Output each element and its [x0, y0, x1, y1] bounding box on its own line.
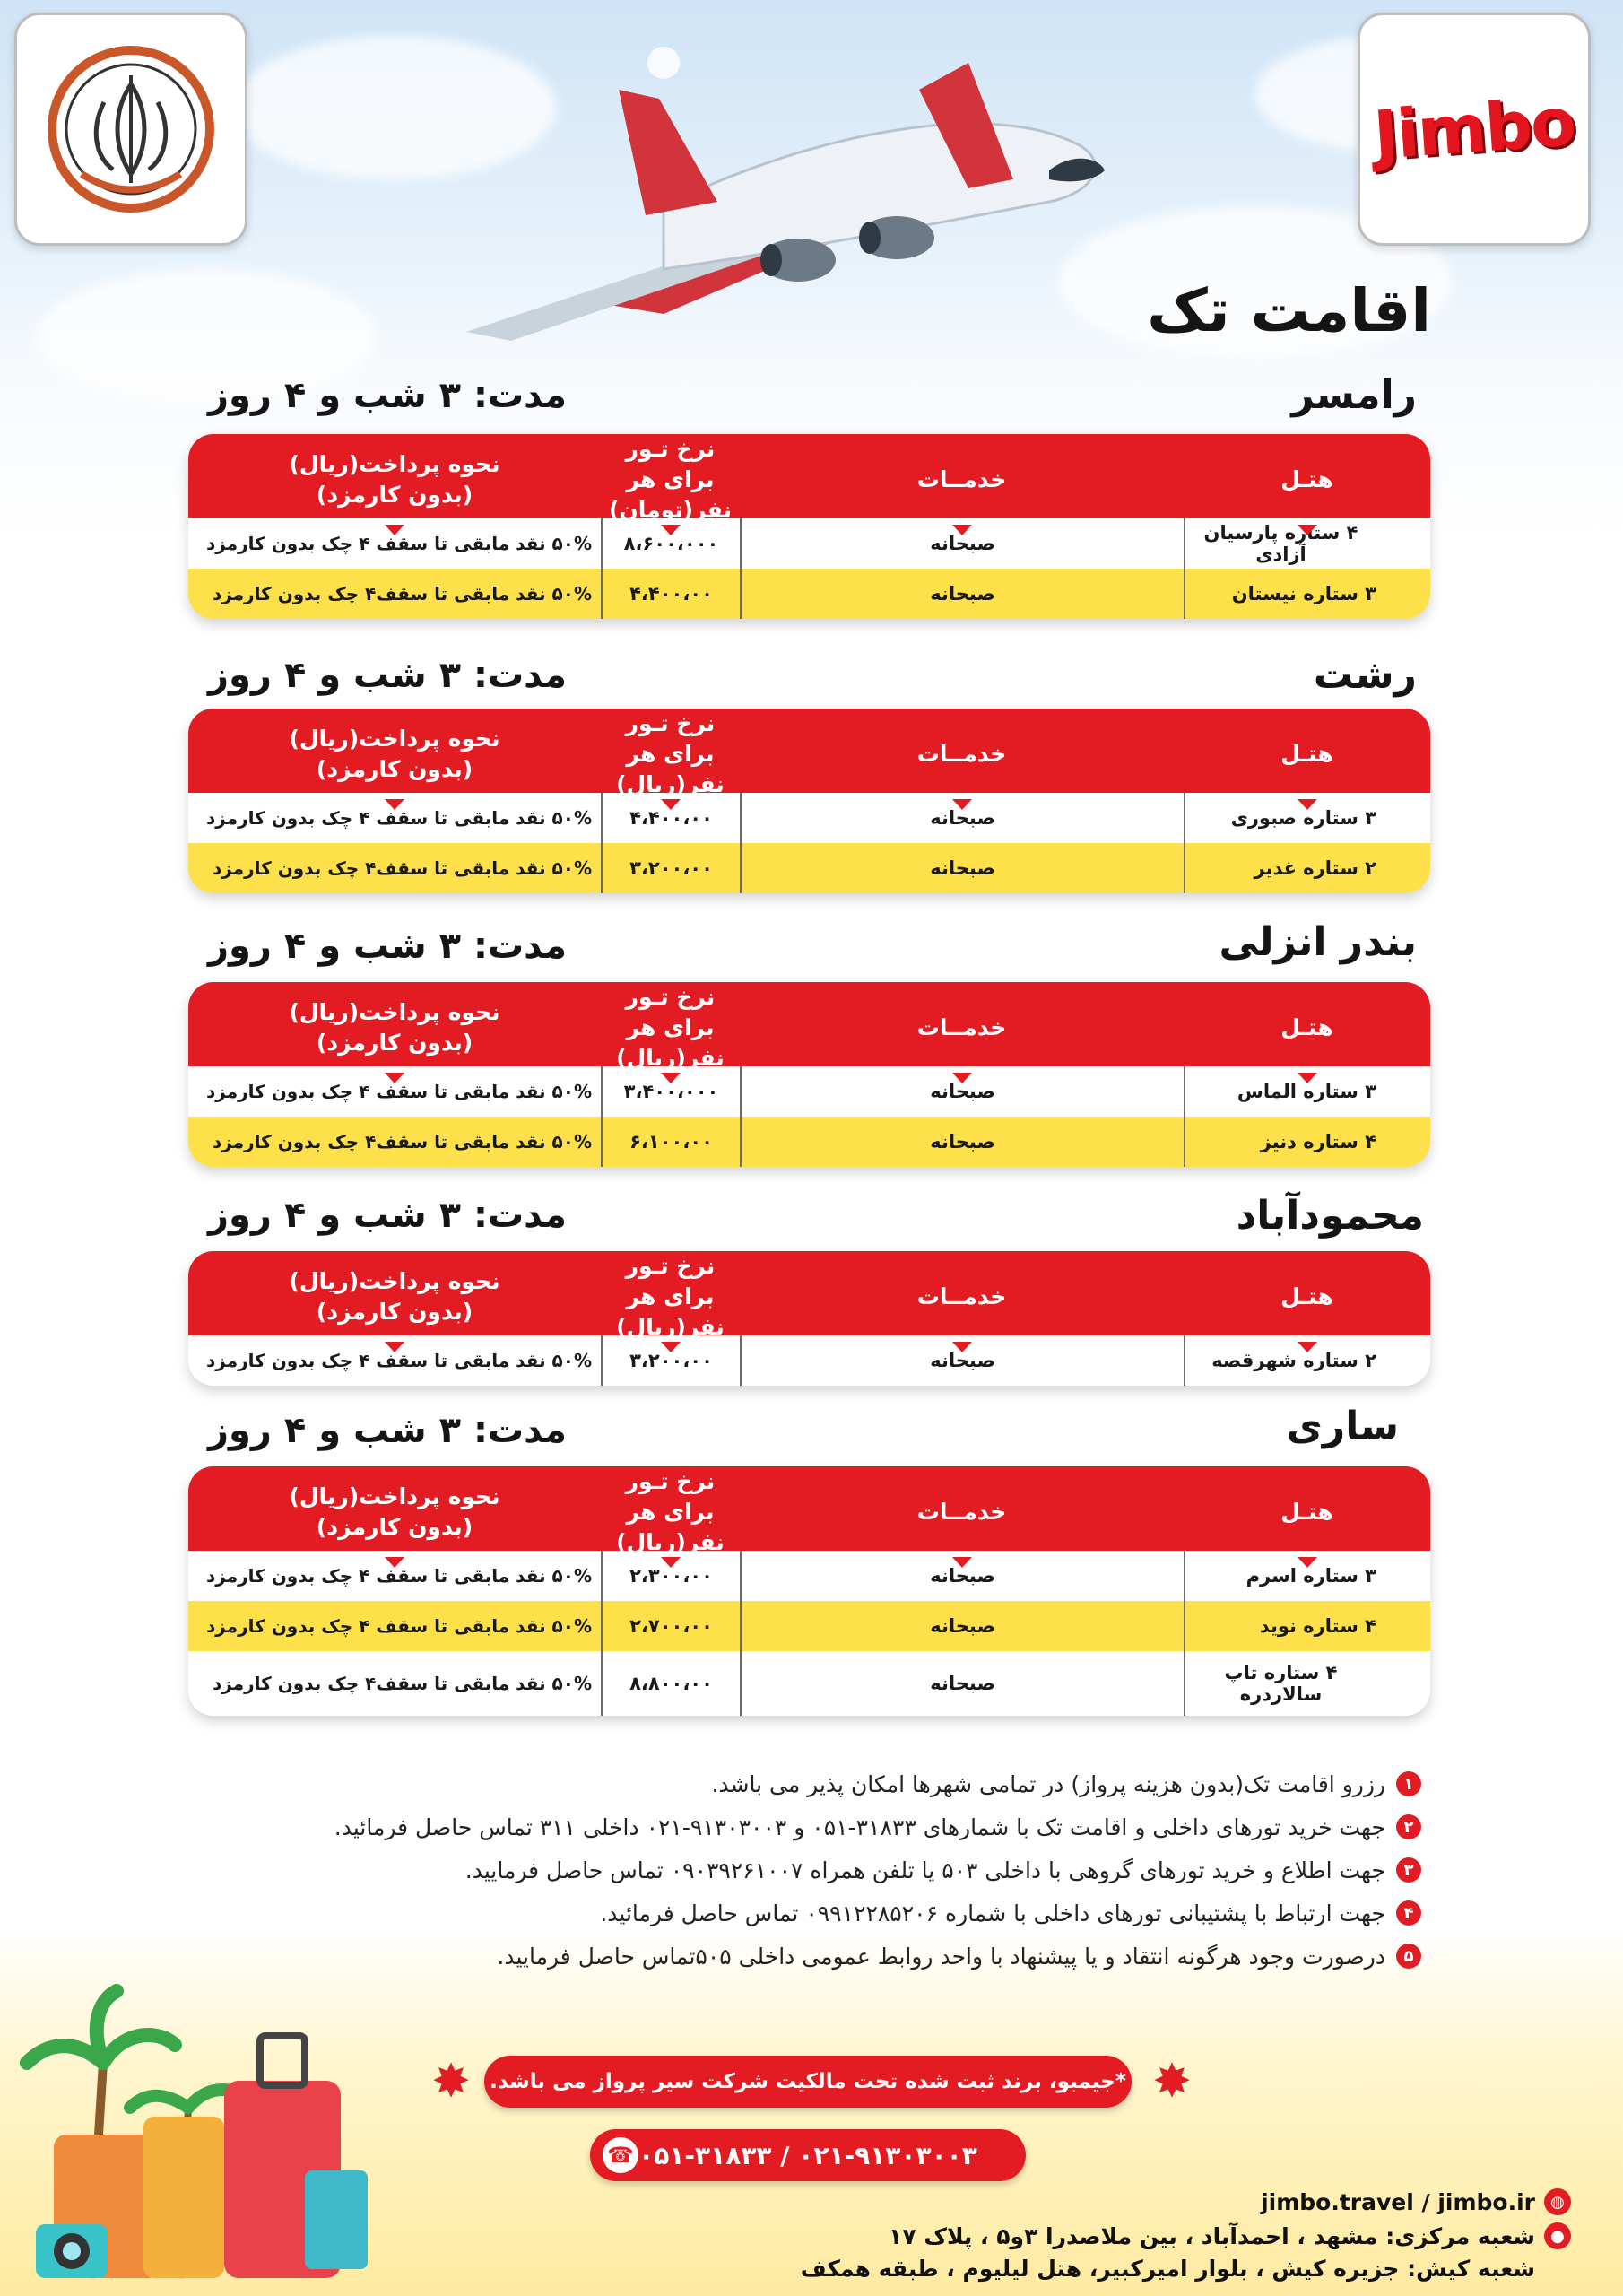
duration-label: مدت: ۳ شب و ۴ روز — [208, 1195, 568, 1236]
column-header-services: خدمــات — [740, 434, 1184, 526]
cell-payment: ۵۰% نقد مابقی تا سقف ۴ چک بدون کارمزد — [206, 533, 592, 554]
website-text: jimbo.travel / jimbo.ir — [1261, 2188, 1535, 2215]
cell-services: صبحانه — [740, 1066, 1184, 1117]
table-row — [188, 1335, 1430, 1386]
column-header-services: خدمــات — [740, 982, 1184, 1074]
table-header — [188, 1251, 1430, 1340]
column-header-price: نرخ تـور برای هر نفر(تومان) — [601, 434, 740, 526]
address-kish-line — [801, 2255, 1571, 2282]
cell-payment: ۵۰% نقد مابقی تا سقف ۴ چک بدون کارمزد — [206, 1615, 592, 1637]
cell-hotel: ۲ ستاره غدیر — [1184, 843, 1430, 893]
location-pin-icon: ● — [1544, 2222, 1571, 2249]
column-header-price: نرخ تـور برای هر نفر(ریال) — [601, 1251, 740, 1343]
cell-payment: ۵۰% نقد مابقی تا سقف۴ چک بدون کارمزد — [212, 1131, 592, 1152]
cell-services: صبحانه — [740, 1117, 1184, 1167]
phone-numbers-pill[interactable] — [590, 2129, 1026, 2181]
travel-luggage-illustration — [18, 1955, 395, 2287]
column-header-price: نرخ تـور برای هر نفر(ریال) — [601, 982, 740, 1074]
city-title: بندر انزلی — [1219, 919, 1417, 965]
cell-services: صبحانه — [740, 569, 1184, 619]
address-main: شعبه مرکزی: مشهد ، احمدآباد ، بین ملاصدرا ۳و۵ ، پلاک ۱۷ — [889, 2222, 1535, 2249]
table-row — [188, 1066, 1430, 1117]
duration-label: مدت: ۳ شب و ۴ روز — [208, 655, 568, 696]
globe-icon: ◍ — [1544, 2188, 1571, 2215]
column-header-payment: نحوه پرداخت(ریال) (بدون کارمزد) — [188, 1466, 601, 1558]
cell-hotel: ۳ ستاره الماس — [1184, 1066, 1430, 1117]
table-header — [188, 709, 1430, 797]
hotel-price-table — [188, 1466, 1430, 1716]
city-title: ساری — [1286, 1404, 1399, 1449]
duration-label: مدت: ۳ شب و ۴ روز — [208, 926, 568, 967]
cell-price: ۲،۳۰۰،۰۰ — [601, 1551, 740, 1601]
brand-ownership-banner: *جیمبو، برند ثبت شده تحت مالکیت شرکت سیر پرواز می باشد. — [484, 2056, 1132, 2108]
cell-hotel: ۴ ستاره پارسیان آزادی — [1184, 518, 1430, 569]
column-header-hotel: هتـل — [1184, 982, 1430, 1074]
cell-hotel: ۳ ستاره صبوری — [1184, 793, 1430, 843]
table-header — [188, 434, 1430, 523]
note-number: ۴ — [1396, 1900, 1421, 1926]
duration-label: مدت: ۳ شب و ۴ روز — [208, 375, 568, 416]
note-item — [166, 1762, 1421, 1805]
address-main-line — [889, 2222, 1571, 2249]
cell-services: صبحانه — [740, 793, 1184, 843]
cell-services: صبحانه — [740, 1601, 1184, 1651]
column-header-payment: نحوه پرداخت(ریال) (بدون کارمزد) — [188, 1251, 601, 1343]
cell-hotel: ۴ ستاره نوید — [1184, 1601, 1430, 1651]
cell-payment: ۵۰% نقد مابقی تا سقف۴ چک بدون کارمزد — [212, 1673, 592, 1694]
note-item — [166, 1805, 1421, 1848]
bank-sepah-emblem-icon — [41, 39, 221, 219]
cell-price: ۳،۲۰۰،۰۰ — [601, 843, 740, 893]
cell-hotel: ۴ ستاره تاپ سالاردره — [1184, 1651, 1430, 1716]
note-text: رزرو اقامت تک(بدون هزینه پرواز) در تمامی شهرها امکان پذیر می باشد. — [711, 1770, 1385, 1797]
note-text: درصورت وجود هرگونه انتقاد و یا پیشنهاد با واحد روابط عمومی داخلی ۵۰۵تماس حاصل فرمایید. — [497, 1943, 1385, 1970]
city-title: رامسر — [1291, 372, 1417, 418]
address-kish: شعبه کیش: جزیره کیش ، بلوار امیرکبیر، هتل لیلیوم ، طبقه همکف — [800, 2255, 1535, 2282]
column-header-payment: نحوه پرداخت(ریال) (بدون کارمزد) — [188, 709, 601, 800]
table-header — [188, 982, 1430, 1071]
hotel-price-table — [188, 1251, 1430, 1386]
column-header-hotel: هتـل — [1184, 709, 1430, 800]
jimbo-logo-box — [1358, 13, 1591, 246]
table-row — [188, 1651, 1430, 1716]
bank-logo-box — [14, 13, 247, 246]
note-number: ۲ — [1396, 1814, 1421, 1839]
cell-payment: ۵۰% نقد مابقی تا سقف۴ چک بدون کارمزد — [212, 583, 592, 604]
table-header — [188, 1466, 1430, 1555]
notes-list — [166, 1762, 1421, 1978]
cell-services: صبحانه — [740, 1651, 1184, 1716]
cell-hotel: ۴ ستاره دنیز — [1184, 1117, 1430, 1167]
table-row — [188, 1117, 1430, 1167]
note-text: جهت ارتباط با پشتیبانی تورهای داخلی با شماره ۰۹۹۱۲۲۸۵۲۰۶ تماس حاصل فرمائید. — [600, 1900, 1385, 1926]
city-title: رشت — [1313, 652, 1417, 698]
column-header-services: خدمــات — [740, 1251, 1184, 1343]
column-header-price: نرخ تـور برای هر نفر(ریال) — [601, 1466, 740, 1558]
city-title: محمودآباد — [1236, 1193, 1424, 1239]
note-item — [166, 1892, 1421, 1935]
table-row — [188, 1601, 1430, 1651]
website-line[interactable] — [1261, 2188, 1571, 2215]
star-decoration-icon: ✸ — [1152, 2055, 1192, 2109]
duration-label: مدت: ۳ شب و ۴ روز — [208, 1410, 568, 1451]
cell-price: ۸،۸۰۰،۰۰ — [601, 1651, 740, 1716]
cell-services: صبحانه — [740, 1335, 1184, 1386]
cell-price: ۴،۴۰۰،۰۰ — [601, 569, 740, 619]
column-header-payment: نحوه پرداخت(ریال) (بدون کارمزد) — [188, 434, 601, 526]
cell-hotel: ۳ ستاره نیستان — [1184, 569, 1430, 619]
cell-services: صبحانه — [740, 843, 1184, 893]
hotel-price-table — [188, 982, 1430, 1167]
cell-price: ۳،۲۰۰،۰۰ — [601, 1335, 740, 1386]
note-number: ۳ — [1396, 1857, 1421, 1883]
cell-price: ۳،۴۰۰،۰۰۰ — [601, 1066, 740, 1117]
cell-payment: ۵۰% نقد مابقی تا سقف ۴ چک بدون کارمزد — [206, 1350, 592, 1371]
cell-hotel: ۲ ستاره شهرقصه — [1184, 1335, 1430, 1386]
cell-services: صبحانه — [740, 1551, 1184, 1601]
table-row — [188, 793, 1430, 843]
cell-price: ۶،۱۰۰،۰۰ — [601, 1117, 740, 1167]
table-row — [188, 1551, 1430, 1601]
column-header-payment: نحوه پرداخت(ریال) (بدون کارمزد) — [188, 982, 601, 1074]
star-decoration-icon: ✸ — [431, 2055, 471, 2109]
column-header-hotel: هتـل — [1184, 1251, 1430, 1343]
column-header-hotel: هتـل — [1184, 1466, 1430, 1558]
jimbo-logo: Jimbo — [1371, 83, 1577, 175]
page-title: اقامت تک — [1147, 276, 1431, 345]
note-number: ۵ — [1396, 1944, 1421, 1969]
cell-hotel: ۳ ستاره اسرم — [1184, 1551, 1430, 1601]
note-number: ۱ — [1396, 1771, 1421, 1796]
phone-numbers: ۰۲۱-۹۱۳۰۳۰۰۳ / ۰۵۱-۳۱۸۳۳ — [638, 2140, 977, 2170]
phone-icon: ☎ — [603, 2137, 638, 2173]
column-header-services: خدمــات — [740, 1466, 1184, 1558]
note-item — [166, 1848, 1421, 1892]
cell-services: صبحانه — [740, 518, 1184, 569]
cell-payment: ۵۰% نقد مابقی تا سقف ۴ چک بدون کارمزد — [206, 807, 592, 829]
cell-payment: ۵۰% نقد مابقی تا سقف ۴ چک بدون کارمزد — [206, 1081, 592, 1102]
cell-payment: ۵۰% نقد مابقی تا سقف ۴ چک بدون کارمزد — [206, 1565, 592, 1587]
note-text: جهت خرید تورهای داخلی و اقامت تک با شمارهای ۳۱۸۳۳-۰۵۱ و ۹۱۳۰۳۰۰۳-۰۲۱ داخلی ۳۱۱ تماس حاصل فرمائید. — [334, 1813, 1385, 1840]
cell-payment: ۵۰% نقد مابقی تا سقف۴ چک بدون کارمزد — [212, 857, 592, 879]
hotel-price-table — [188, 434, 1430, 619]
cell-price: ۸،۶۰۰،۰۰۰ — [601, 518, 740, 569]
table-row — [188, 569, 1430, 619]
cell-price: ۲،۷۰۰،۰۰ — [601, 1601, 740, 1651]
note-text: جهت اطلاع و خرید تورهای گروهی با داخلی ۵۰۳ یا تلفن همراه ۰۹۰۳۹۲۶۱۰۰۷ تماس حاصل فرمایید. — [464, 1857, 1385, 1883]
airplane-icon — [430, 36, 1219, 359]
column-header-price: نرخ تـور برای هر نفر(ریال) — [601, 709, 740, 800]
column-header-services: خدمــات — [740, 709, 1184, 800]
hotel-price-table — [188, 709, 1430, 893]
table-row — [188, 843, 1430, 893]
cell-price: ۴،۴۰۰،۰۰ — [601, 793, 740, 843]
table-row — [188, 518, 1430, 569]
column-header-hotel: هتـل — [1184, 434, 1430, 526]
